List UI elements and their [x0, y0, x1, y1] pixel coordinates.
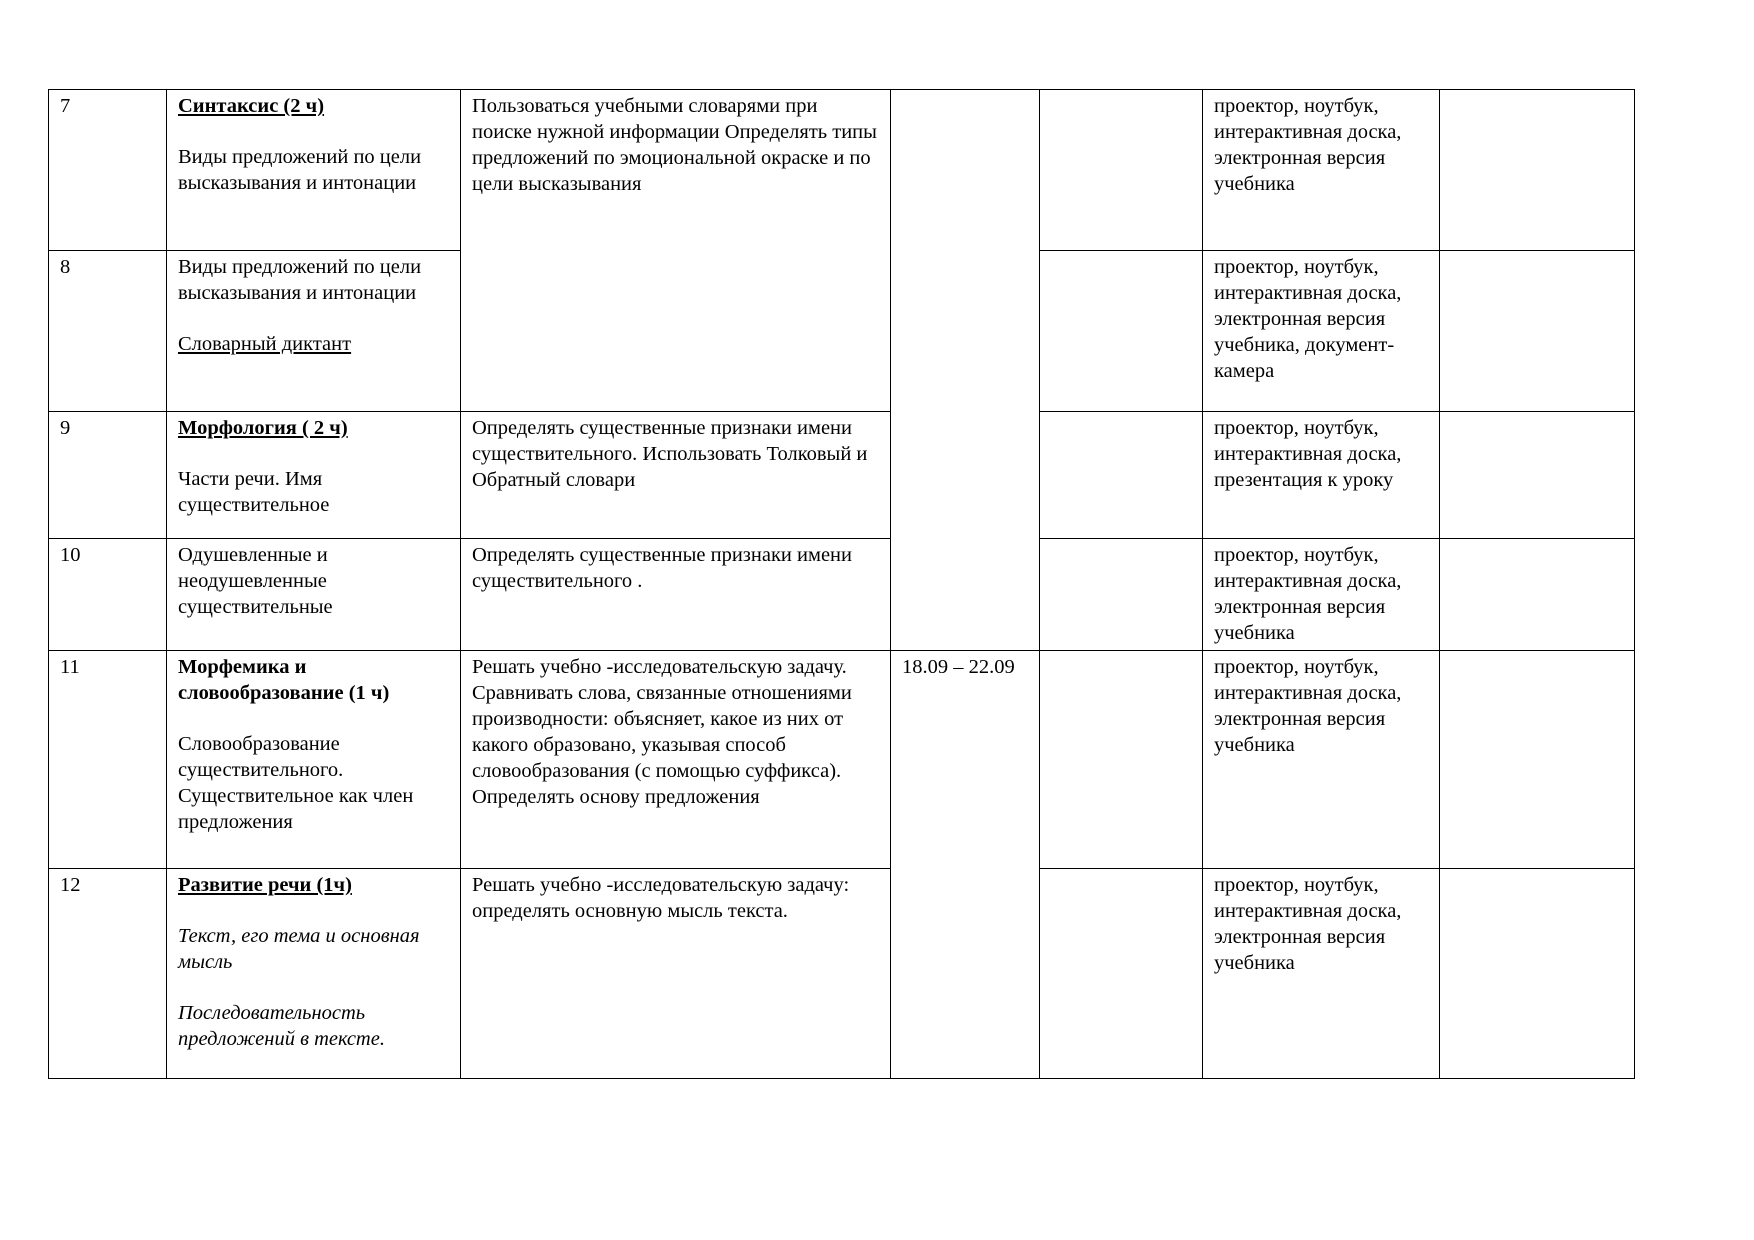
table-row [49, 412, 1635, 539]
resources-cell: проектор, ноутбук, интерактивная доска, презентация к уроку [1203, 412, 1440, 539]
topic-text: Виды предложений по цели высказывания и интонации [178, 146, 422, 194]
extra-cell [1440, 651, 1635, 869]
topic-cell [167, 90, 461, 251]
topic-extra: Словарный диктант [178, 333, 352, 355]
resources-cell: проектор, ноутбук, интерактивная доска, электронная версия учебника [1203, 90, 1440, 251]
table-row [49, 651, 1635, 869]
topic-extra: Последовательность предложений в тексте. [178, 1002, 385, 1050]
table-row [49, 539, 1635, 651]
section-heading: Развитие речи (1ч) [178, 874, 352, 896]
lesson-plan-table [48, 89, 1635, 1079]
notes-cell [1040, 869, 1203, 1079]
table-row [49, 90, 1635, 251]
notes-cell [1040, 651, 1203, 869]
resources-cell: проектор, ноутбук, интерактивная доска, электронная версия учебника [1203, 539, 1440, 651]
date-cell [891, 90, 1040, 651]
topic-text: Виды предложений по цели высказывания и интонации [178, 256, 422, 304]
lesson-number: 8 [49, 251, 167, 412]
topic-cell [167, 539, 461, 651]
extra-cell [1440, 412, 1635, 539]
activity-cell: Решать учебно -исследовательскую задачу. Сравнивать слова, связанные отношениями производности: объясняет, какое из них от какого образовано, указывая способ словообразования (с помощью суффикса). Определять основу предложения [461, 651, 891, 869]
topic-text: Одушевленные и неодушевленные существительные [178, 544, 333, 618]
activity-cell: Решать учебно -исследовательскую задачу: определять основную мысль текста. [461, 869, 891, 1079]
lesson-number: 9 [49, 412, 167, 539]
topic-text: Текст, его тема и основная мысль [178, 925, 420, 973]
topic-text: Части речи. Имя существительное [178, 468, 330, 516]
lesson-number: 7 [49, 90, 167, 251]
extra-cell [1440, 869, 1635, 1079]
notes-cell [1040, 90, 1203, 251]
notes-cell [1040, 412, 1203, 539]
resources-cell: проектор, ноутбук, интерактивная доска, электронная версия учебника [1203, 869, 1440, 1079]
topic-cell [167, 869, 461, 1079]
resources-cell: проектор, ноутбук, интерактивная доска, электронная версия учебника, документ-камера [1203, 251, 1440, 412]
lesson-number: 10 [49, 539, 167, 651]
extra-cell [1440, 90, 1635, 251]
notes-cell [1040, 539, 1203, 651]
topic-cell [167, 251, 461, 412]
lesson-number: 11 [49, 651, 167, 869]
activity-cell: Определять существенные признаки имени существительного. Использовать Толковый и Обратный словари [461, 412, 891, 539]
topic-cell [167, 412, 461, 539]
date-cell: 18.09 – 22.09 [891, 651, 1040, 1079]
extra-cell [1440, 251, 1635, 412]
notes-cell [1040, 251, 1203, 412]
activity-cell: Пользоваться учебными словарями при поиске нужной информации Определять типы предложений по эмоциональной окраске и по цели высказывания [461, 90, 891, 412]
table-row [49, 869, 1635, 1079]
extra-cell [1440, 539, 1635, 651]
activity-cell: Определять существенные признаки имени существительного . [461, 539, 891, 651]
topic-text: Словообразование существительного. Существительное как член предложения [178, 733, 414, 833]
lesson-number: 12 [49, 869, 167, 1079]
section-heading: Морфология ( 2 ч) [178, 417, 348, 439]
resources-cell: проектор, ноутбук, интерактивная доска, электронная версия учебника [1203, 651, 1440, 869]
section-heading: Морфемика и словообразование (1 ч) [178, 656, 390, 704]
section-heading: Синтаксис (2 ч) [178, 95, 325, 117]
topic-cell [167, 651, 461, 869]
